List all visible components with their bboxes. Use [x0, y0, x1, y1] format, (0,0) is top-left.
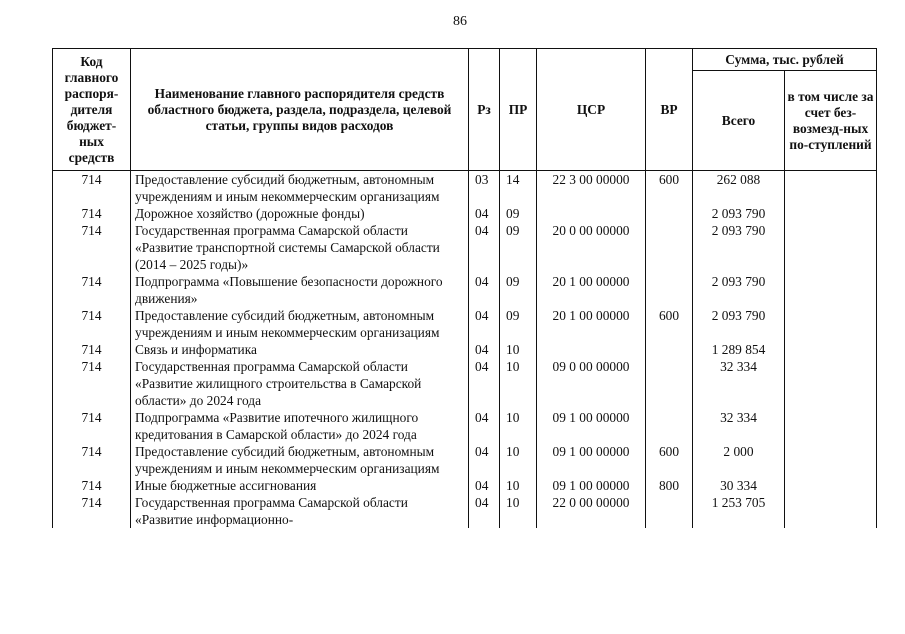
table-row: [53, 273, 877, 307]
cell-gratuitous: [785, 494, 877, 528]
cell-pr: 10: [500, 358, 537, 409]
cell-rz: 04: [469, 341, 500, 358]
cell-vr: [646, 341, 693, 358]
cell-gratuitous: [785, 443, 877, 477]
cell-rz: 04: [469, 358, 500, 409]
cell-total: 2 093 790: [693, 222, 785, 273]
cell-total: 2 000: [693, 443, 785, 477]
table-row: [53, 205, 877, 222]
table-row: [53, 222, 877, 273]
cell-name: Иные бюджетные ассигнования: [131, 477, 469, 494]
cell-name: Государственная программа Самарской области «Развитие жилищного строительства в Самарской области» до 2024 года: [131, 358, 469, 409]
cell-code: 714: [53, 171, 131, 206]
cell-gratuitous: [785, 307, 877, 341]
header-name: Наименование главного распорядителя средств областного бюджета, раздела, подраздела, целевой статьи, группы видов расходов: [131, 49, 469, 171]
cell-total: 30 334: [693, 477, 785, 494]
cell-gratuitous: [785, 222, 877, 273]
cell-gratuitous: [785, 477, 877, 494]
budget-table: [52, 48, 877, 528]
cell-csr: 20 1 00 00000: [537, 273, 646, 307]
header-csr: ЦСР: [537, 49, 646, 171]
cell-total: 32 334: [693, 358, 785, 409]
cell-vr: [646, 273, 693, 307]
cell-rz: 04: [469, 494, 500, 528]
cell-pr: 10: [500, 494, 537, 528]
cell-code: 714: [53, 222, 131, 273]
cell-vr: [646, 205, 693, 222]
cell-name: Подпрограмма «Развитие ипотечного жилищного кредитования в Самарской области» до 2024 года: [131, 409, 469, 443]
table-header: [53, 49, 877, 171]
cell-total: 262 088: [693, 171, 785, 206]
cell-csr: [537, 341, 646, 358]
cell-name: Предоставление субсидий бюджетным, автономным учреждениям и иным некоммерческим организациям: [131, 307, 469, 341]
cell-pr: 10: [500, 341, 537, 358]
table-row: [53, 409, 877, 443]
cell-name: Подпрограмма «Повышение безопасности дорожного движения»: [131, 273, 469, 307]
cell-vr: [646, 409, 693, 443]
cell-code: 714: [53, 443, 131, 477]
table-row: [53, 171, 877, 206]
cell-code: 714: [53, 307, 131, 341]
cell-csr: [537, 205, 646, 222]
cell-name: Государственная программа Самарской области «Развитие транспортной системы Самарской области (2014 – 2025 годы)»: [131, 222, 469, 273]
cell-total: 1 253 705: [693, 494, 785, 528]
cell-rz: 04: [469, 443, 500, 477]
cell-total: 2 093 790: [693, 205, 785, 222]
cell-rz: 04: [469, 409, 500, 443]
cell-csr: 09 1 00 00000: [537, 477, 646, 494]
header-vr: ВР: [646, 49, 693, 171]
page-number: 86: [453, 14, 467, 29]
table-row: [53, 307, 877, 341]
cell-csr: 09 1 00 00000: [537, 409, 646, 443]
cell-code: 714: [53, 409, 131, 443]
header-pr: ПР: [500, 49, 537, 171]
cell-name: Дорожное хозяйство (дорожные фонды): [131, 205, 469, 222]
cell-total: 32 334: [693, 409, 785, 443]
cell-csr: 22 0 00 00000: [537, 494, 646, 528]
cell-vr: 600: [646, 171, 693, 206]
cell-pr: 09: [500, 307, 537, 341]
cell-gratuitous: [785, 341, 877, 358]
header-total: Всего: [693, 71, 785, 171]
cell-csr: 20 1 00 00000: [537, 307, 646, 341]
cell-vr: 800: [646, 477, 693, 494]
cell-pr: 14: [500, 171, 537, 206]
table-row: [53, 494, 877, 528]
header-rz: Рз: [469, 49, 500, 171]
header-sum-group: Сумма, тыс. рублей: [693, 49, 877, 71]
cell-pr: 10: [500, 409, 537, 443]
cell-code: 714: [53, 477, 131, 494]
cell-vr: [646, 358, 693, 409]
cell-vr: [646, 222, 693, 273]
cell-total: 2 093 790: [693, 307, 785, 341]
table-row: [53, 341, 877, 358]
cell-total: 1 289 854: [693, 341, 785, 358]
header-gratuitous: в том числе за счет без-возмезд-ных по-ступлений: [785, 71, 877, 171]
cell-rz: 04: [469, 273, 500, 307]
cell-vr: [646, 494, 693, 528]
cell-pr: 10: [500, 477, 537, 494]
cell-total: 2 093 790: [693, 273, 785, 307]
cell-rz: 04: [469, 307, 500, 341]
cell-csr: 22 3 00 00000: [537, 171, 646, 206]
cell-rz: 03: [469, 171, 500, 206]
cell-pr: 09: [500, 205, 537, 222]
cell-gratuitous: [785, 205, 877, 222]
cell-gratuitous: [785, 273, 877, 307]
cell-pr: 10: [500, 443, 537, 477]
cell-rz: 04: [469, 222, 500, 273]
cell-pr: 09: [500, 273, 537, 307]
cell-code: 714: [53, 273, 131, 307]
cell-rz: 04: [469, 477, 500, 494]
cell-name: Предоставление субсидий бюджетным, автономным учреждениям и иным некоммерческим организациям: [131, 171, 469, 206]
cell-vr: 600: [646, 307, 693, 341]
table-row: [53, 443, 877, 477]
cell-vr: 600: [646, 443, 693, 477]
table-body: [53, 171, 877, 529]
cell-code: 714: [53, 494, 131, 528]
cell-code: 714: [53, 205, 131, 222]
cell-gratuitous: [785, 358, 877, 409]
cell-csr: 09 1 00 00000: [537, 443, 646, 477]
cell-code: 714: [53, 341, 131, 358]
cell-gratuitous: [785, 171, 877, 206]
cell-name: Связь и информатика: [131, 341, 469, 358]
cell-code: 714: [53, 358, 131, 409]
cell-rz: 04: [469, 205, 500, 222]
cell-pr: 09: [500, 222, 537, 273]
cell-name: Государственная программа Самарской области «Развитие информационно-: [131, 494, 469, 528]
cell-name: Предоставление субсидий бюджетным, автономным учреждениям и иным некоммерческим организациям: [131, 443, 469, 477]
cell-gratuitous: [785, 409, 877, 443]
header-code: Код главного распоря-дителя бюджет-ных средств: [53, 49, 131, 171]
cell-csr: 20 0 00 00000: [537, 222, 646, 273]
table-row: [53, 477, 877, 494]
cell-csr: 09 0 00 00000: [537, 358, 646, 409]
table-row: [53, 358, 877, 409]
